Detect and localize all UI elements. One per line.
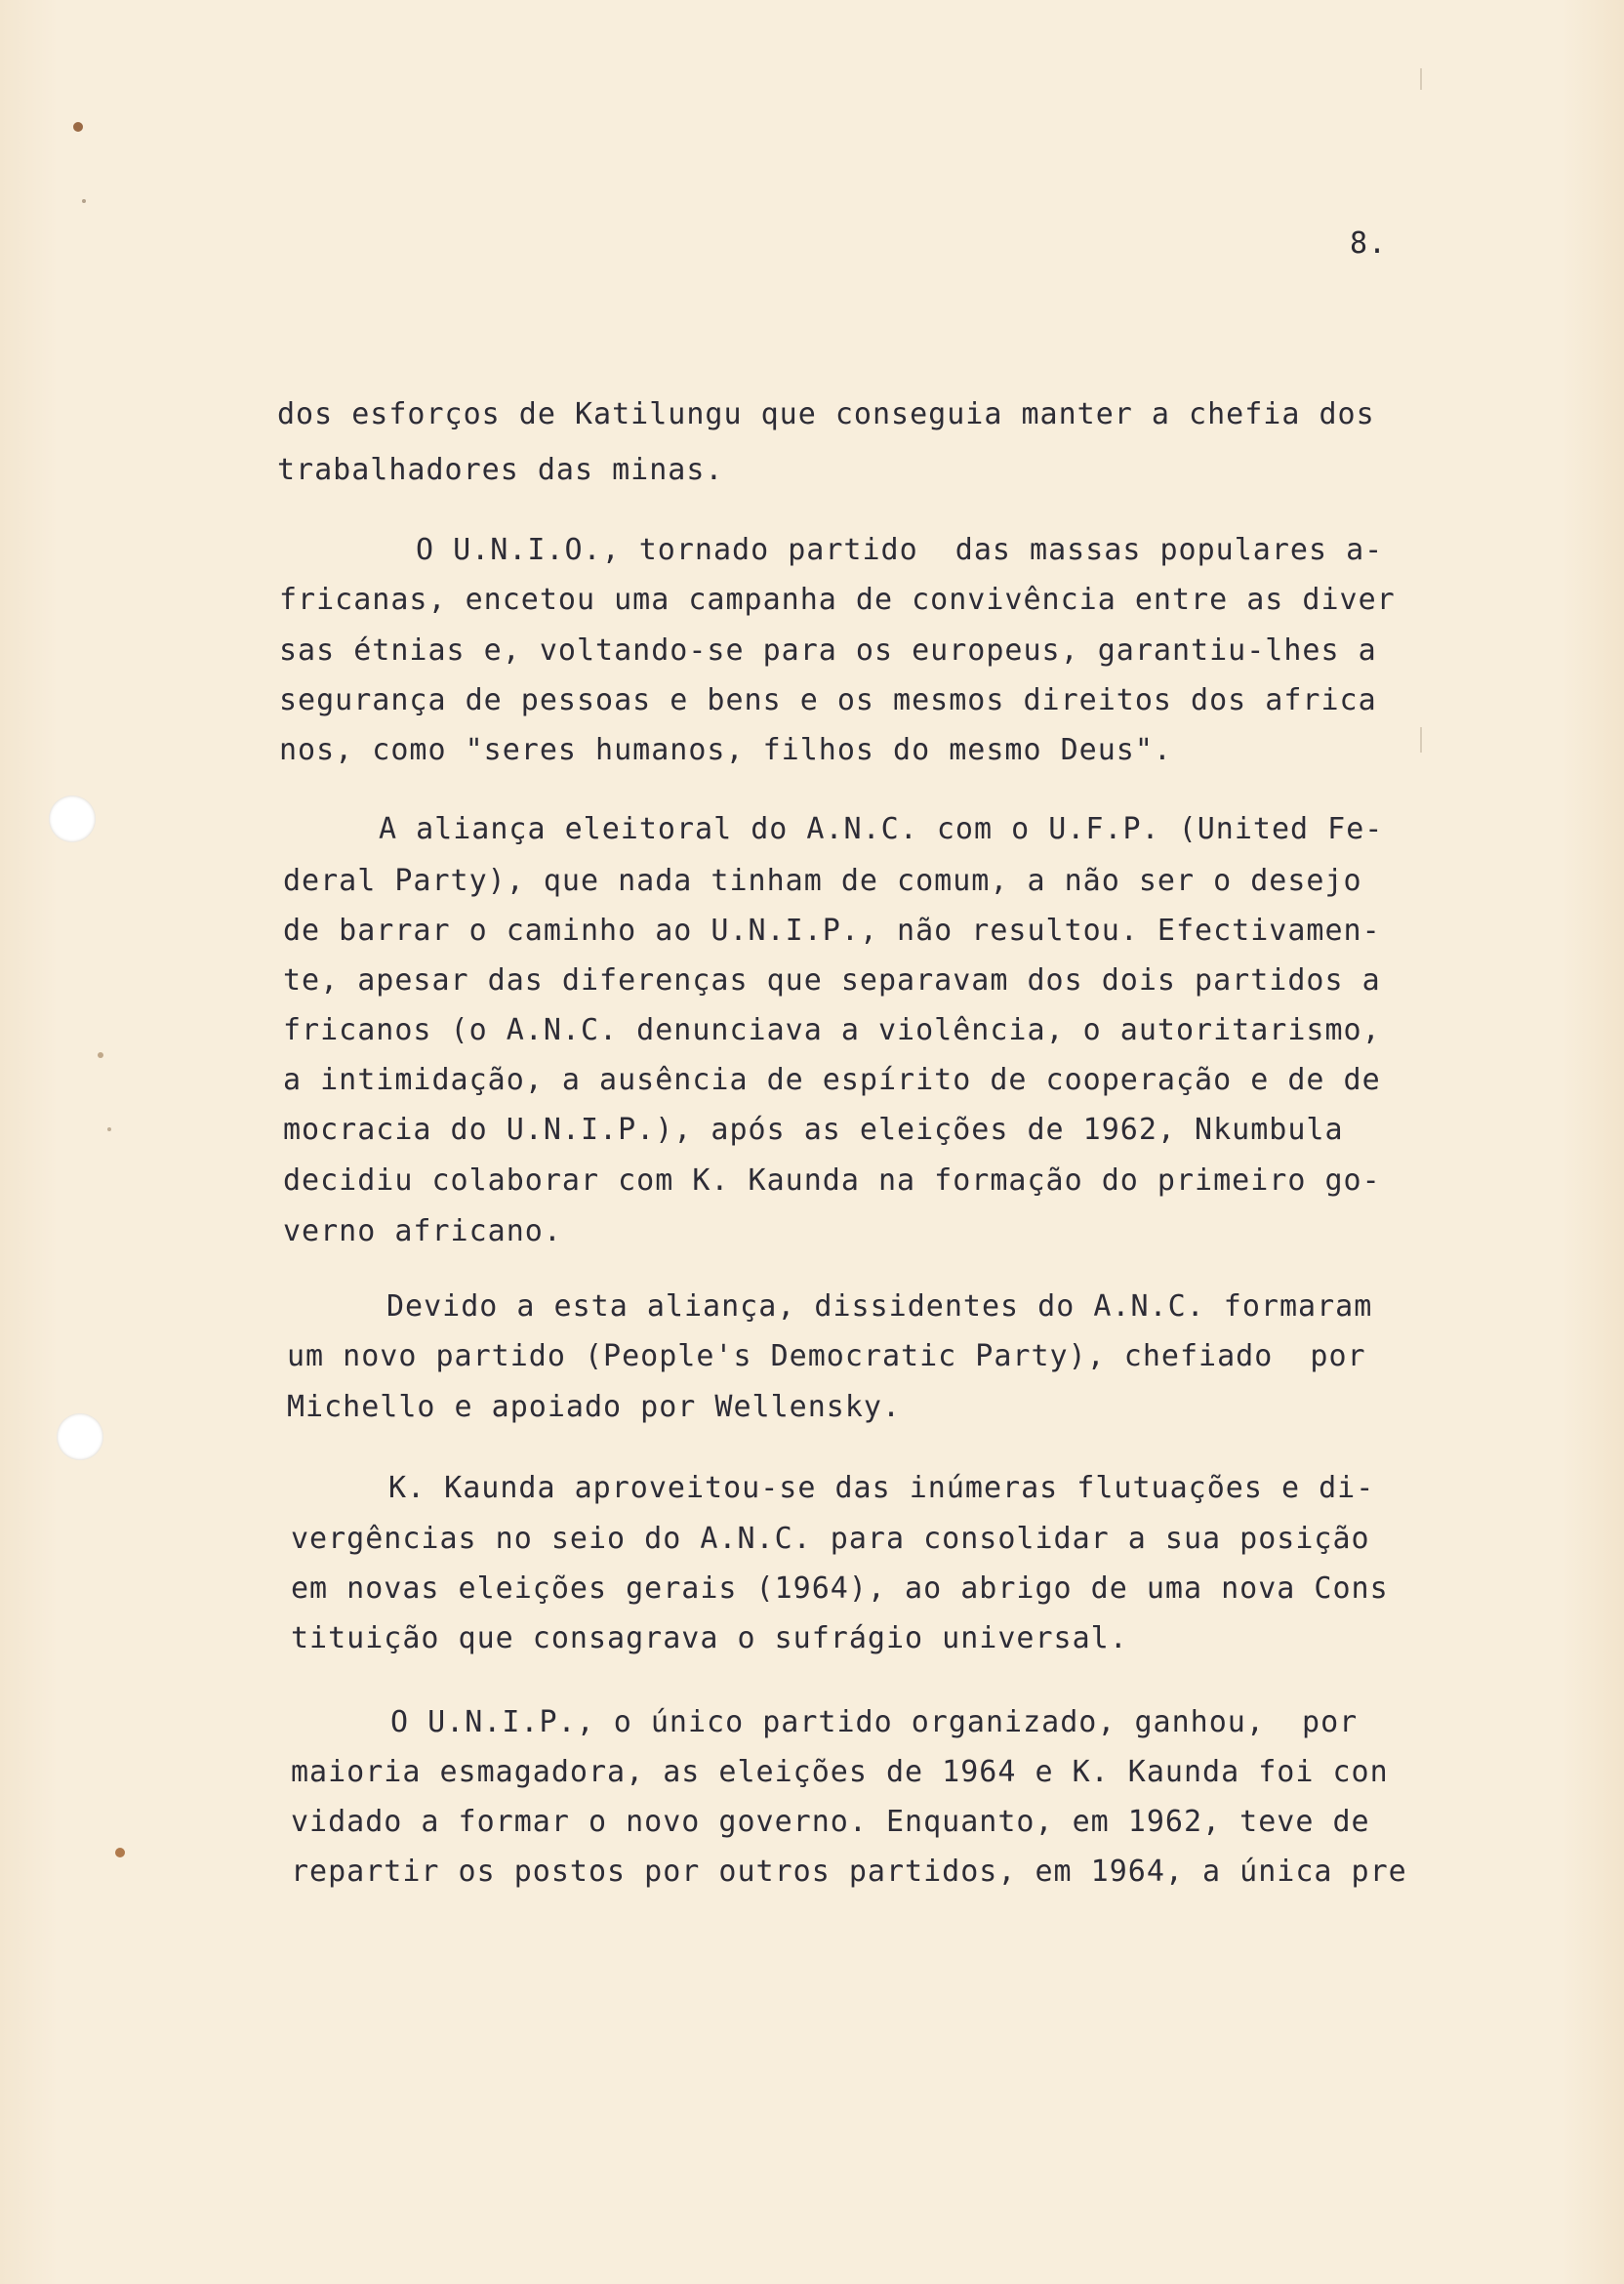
text-line: nos, como "seres humanos, filhos do mesmo Deus". bbox=[279, 733, 1172, 767]
text-line: vergências no seio do A.N.C. para consolidar a sua posição bbox=[291, 1522, 1370, 1556]
text-line: de barrar o caminho ao U.N.I.P., não resultou. Efectivamen- bbox=[283, 914, 1381, 948]
text-line: Devido a esta aliança, dissidentes do A.N.C. formaram bbox=[386, 1289, 1373, 1324]
text-line: te, apesar das diferenças que separavam dos dois partidos a bbox=[283, 963, 1381, 998]
margin-mark bbox=[115, 1848, 125, 1857]
text-line: mocracia do U.N.I.P.), após as eleições de 1962, Nkumbula bbox=[283, 1113, 1344, 1147]
text-line: Michello e apoiado por Wellensky. bbox=[287, 1390, 902, 1424]
text-line: deral Party), que nada tinham de comum, a não ser o desejo bbox=[283, 864, 1362, 898]
text-line: fricanas, encetou uma campanha de convivência entre as diver bbox=[279, 583, 1396, 617]
text-line: fricanos (o A.N.C. denunciava a violência, o autoritarismo, bbox=[283, 1013, 1381, 1047]
punch-hole-lower bbox=[57, 1413, 103, 1460]
text-line: tituição que consagrava o sufrágio universal. bbox=[291, 1621, 1128, 1655]
punch-hole-upper bbox=[49, 795, 96, 842]
text-line: decidiu colaborar com K. Kaunda na formação do primeiro go- bbox=[283, 1163, 1381, 1198]
text-line: verno africano. bbox=[283, 1214, 562, 1248]
text-line: um novo partido (People's Democratic Party), chefiado por bbox=[287, 1339, 1366, 1373]
text-line: maioria esmagadora, as eleições de 1964 e K. Kaunda foi con bbox=[291, 1755, 1389, 1789]
margin-mark bbox=[73, 122, 83, 132]
text-line: segurança de pessoas e bens e os mesmos direitos dos africa bbox=[279, 683, 1377, 717]
text-line: sas étnias e, voltando-se para os europeus, garantiu-lhes a bbox=[279, 633, 1377, 668]
page-number: 8. bbox=[1350, 226, 1388, 261]
margin-tick bbox=[1420, 727, 1422, 753]
text-line: repartir os postos por outros partidos, em 1964, a única pre bbox=[291, 1855, 1407, 1889]
margin-mark bbox=[107, 1127, 111, 1131]
text-line: O U.N.I.P., o único partido organizado, ganhou, por bbox=[390, 1705, 1359, 1739]
text-line: dos esforços de Katilungu que conseguia manter a chefia dos bbox=[277, 397, 1375, 431]
text-line: K. Kaunda aproveitou-se das inúmeras flutuações e di- bbox=[388, 1471, 1375, 1505]
margin-mark bbox=[98, 1052, 103, 1058]
text-line: a intimidação, a ausência de espírito de cooperação e de de bbox=[283, 1063, 1381, 1097]
text-line: A aliança eleitoral do A.N.C. com o U.F.P. (United Fe- bbox=[379, 812, 1384, 846]
margin-tick bbox=[1420, 68, 1422, 90]
text-line: O U.N.I.O., tornado partido das massas populares a- bbox=[416, 533, 1384, 567]
text-line: trabalhadores das minas. bbox=[277, 453, 724, 487]
margin-mark bbox=[82, 199, 86, 203]
text-line: vidado a formar o novo governo. Enquanto, em 1962, teve de bbox=[291, 1805, 1370, 1839]
text-line: em novas eleições gerais (1964), ao abrigo de uma nova Cons bbox=[291, 1571, 1389, 1606]
